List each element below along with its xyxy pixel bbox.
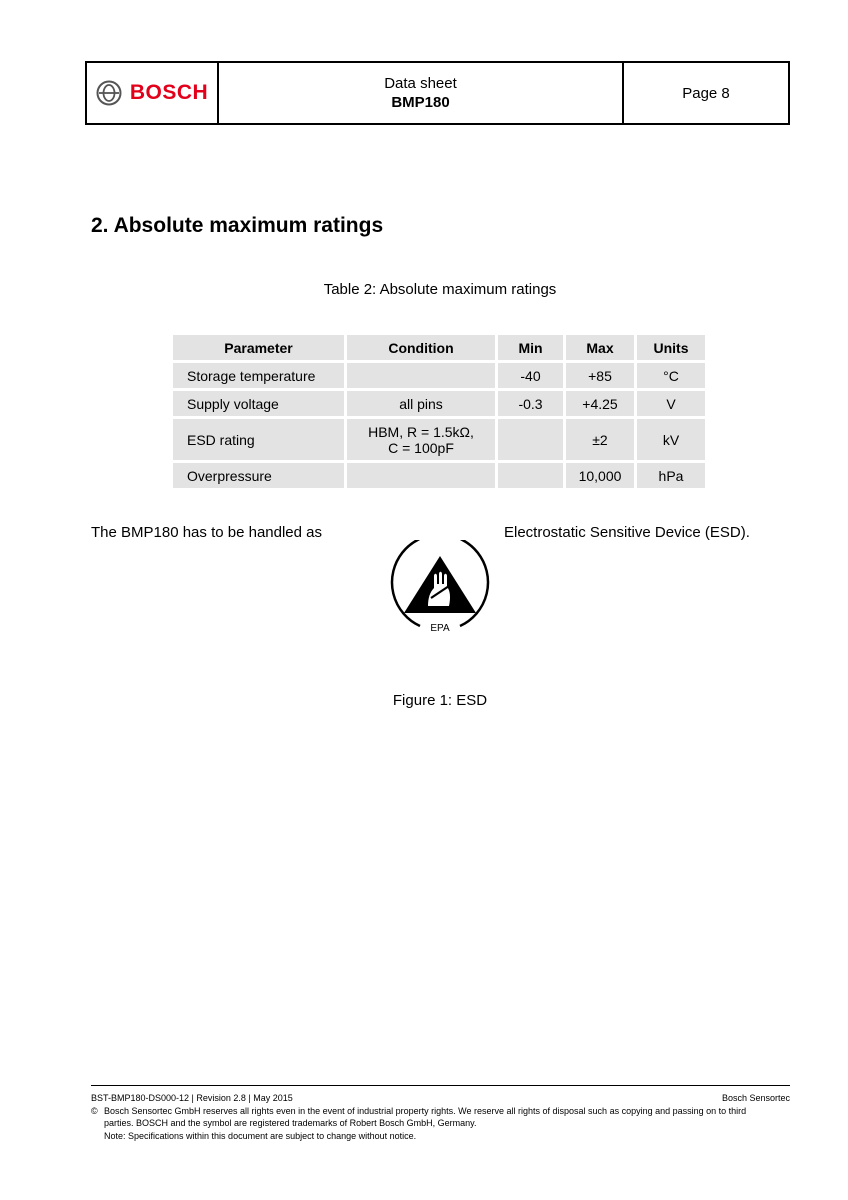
document-name: BMP180 <box>391 94 450 111</box>
column-header-min: Min <box>498 335 563 360</box>
page-footer <box>91 1092 790 1142</box>
section-title: 2. Absolute maximum ratings <box>91 214 384 237</box>
copyright-text: Bosch Sensortec GmbH reserves all rights even in the event of industrial property rights. We reserve all rights of disposal such as copying and passing on to third <box>104 1105 747 1116</box>
document-title <box>219 63 624 123</box>
table-header-row <box>173 335 705 360</box>
cell-parameter: Overpressure <box>173 463 344 488</box>
cell-units: kV <box>637 419 705 460</box>
esd-symbol-label: EPA <box>430 623 450 634</box>
copyright-text-continued: parties. BOSCH and the symbol are registered trademarks of Robert Bosch GmbH, Germany. <box>104 1118 477 1128</box>
cell-units: hPa <box>637 463 705 488</box>
cell-parameter: Storage temperature <box>173 363 344 388</box>
table-caption: Table 2: Absolute maximum ratings <box>323 281 557 298</box>
brand-logo <box>87 63 219 123</box>
table-row <box>173 363 705 388</box>
document-reference: BST-BMP180-DS000-12 | Revision 2.8 | May 2015 <box>91 1093 293 1103</box>
cell-condition <box>347 463 495 488</box>
bosch-armature-icon <box>96 80 122 106</box>
figure-caption: Figure 1: ESD <box>392 692 488 709</box>
cell-max: ±2 <box>566 419 634 460</box>
cell-min: -40 <box>498 363 563 388</box>
esd-warning-icon <box>388 540 492 634</box>
esd-text-left: The BMP180 has to be handled as <box>91 524 322 541</box>
document-type: Data sheet <box>384 75 457 92</box>
cell-min <box>498 463 563 488</box>
page-header <box>85 61 790 125</box>
absolute-maximum-ratings-table <box>170 332 708 491</box>
specification-note: Note: Specifications within this document are subject to change without notice. <box>104 1130 417 1141</box>
column-header-condition: Condition <box>347 335 495 360</box>
cell-units: V <box>637 391 705 416</box>
esd-text-right: Electrostatic Sensitive Device (ESD). <box>504 524 750 541</box>
brand-name: BOSCH <box>129 81 209 104</box>
cell-condition <box>347 363 495 388</box>
table-row <box>173 391 705 416</box>
column-header-units: Units <box>637 335 705 360</box>
cell-parameter: Supply voltage <box>173 391 344 416</box>
table-row <box>173 463 705 488</box>
cell-units: °C <box>637 363 705 388</box>
footer-top-row <box>91 1092 790 1105</box>
cell-condition-line: HBM, R = 1.5kΩ, <box>368 423 474 440</box>
cell-max: 10,000 <box>566 463 634 488</box>
company-name: Bosch Sensortec <box>721 1093 790 1103</box>
column-header-parameter: Parameter <box>173 335 344 360</box>
copyright-symbol: © <box>91 1105 98 1116</box>
cell-condition <box>347 419 495 460</box>
cell-min <box>498 419 563 460</box>
cell-condition: all pins <box>347 391 495 416</box>
page-number: Page 8 <box>682 84 730 102</box>
cell-max: +85 <box>566 363 634 388</box>
cell-max: +4.25 <box>566 391 634 416</box>
cell-min: -0.3 <box>498 391 563 416</box>
column-header-max: Max <box>566 335 634 360</box>
copyright-notice <box>91 1105 790 1118</box>
footer-divider <box>91 1085 790 1086</box>
table-row <box>173 419 705 460</box>
cell-parameter: ESD rating <box>173 419 344 460</box>
cell-condition-line: C = 100pF <box>388 439 454 456</box>
